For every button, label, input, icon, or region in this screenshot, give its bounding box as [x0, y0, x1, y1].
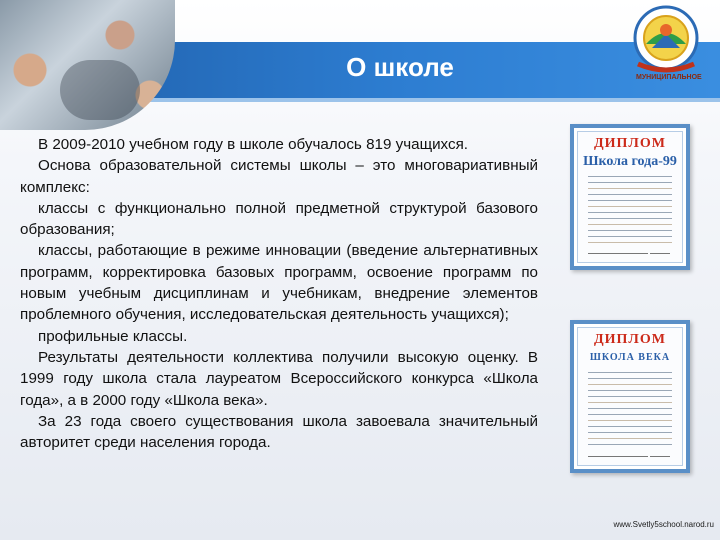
paragraph: В 2009-2010 учебном году в школе обучалось 819 учащихся.: [38, 136, 469, 153]
paragraph: Результаты деятельности коллектива получили высокую оценку. В 1999 году школа стала лауреатом Всероссийского конкурса «Школа года», а в 2000 году «Школа века».: [20, 348, 538, 409]
paragraph: Основа образовательной системы школы – это многовариативный комплекс:: [20, 157, 538, 196]
school-emblem-icon: [632, 4, 700, 74]
diploma-heading: ДИПЛОМ: [594, 136, 666, 151]
signature-line: [650, 456, 670, 457]
paragraph: За 23 года своего существования школа завоевала значительный авторитет среди населения города.: [20, 412, 538, 452]
diploma-subtitle: ШКОЛА ВЕКА: [589, 352, 671, 363]
page-title: О школе: [346, 52, 454, 82]
signature-line: [588, 253, 648, 254]
diploma-text-lines: [588, 372, 672, 450]
diploma-school-of-year: [570, 124, 690, 270]
signature-line: [588, 456, 648, 457]
signature-line: [650, 253, 670, 254]
diploma-subtitle: Школа года-99: [583, 154, 677, 169]
diploma-heading: ДИПЛОМ: [594, 332, 666, 347]
emblem-caption: МУНИЦИПАЛЬНОЕ: [636, 74, 702, 81]
paragraph: классы, работающие в режиме инновации (введение альтернативных программ, корректировка базовых программ, освоение программ по новым учебным дисциплинам и учебникам, внедрение элементов проблемного обучения, исследовательская деятельность учащихся);: [20, 242, 538, 324]
body-text: [20, 134, 538, 453]
diploma-text-lines: [588, 176, 672, 248]
diploma-school-of-century: [570, 320, 690, 473]
paragraph: классы с функционально полной предметной структурой базового образования;: [20, 199, 538, 239]
footer-url[interactable]: www.Svetly5school.narod.ru: [613, 520, 714, 529]
paragraph: профильные классы.: [38, 327, 188, 345]
